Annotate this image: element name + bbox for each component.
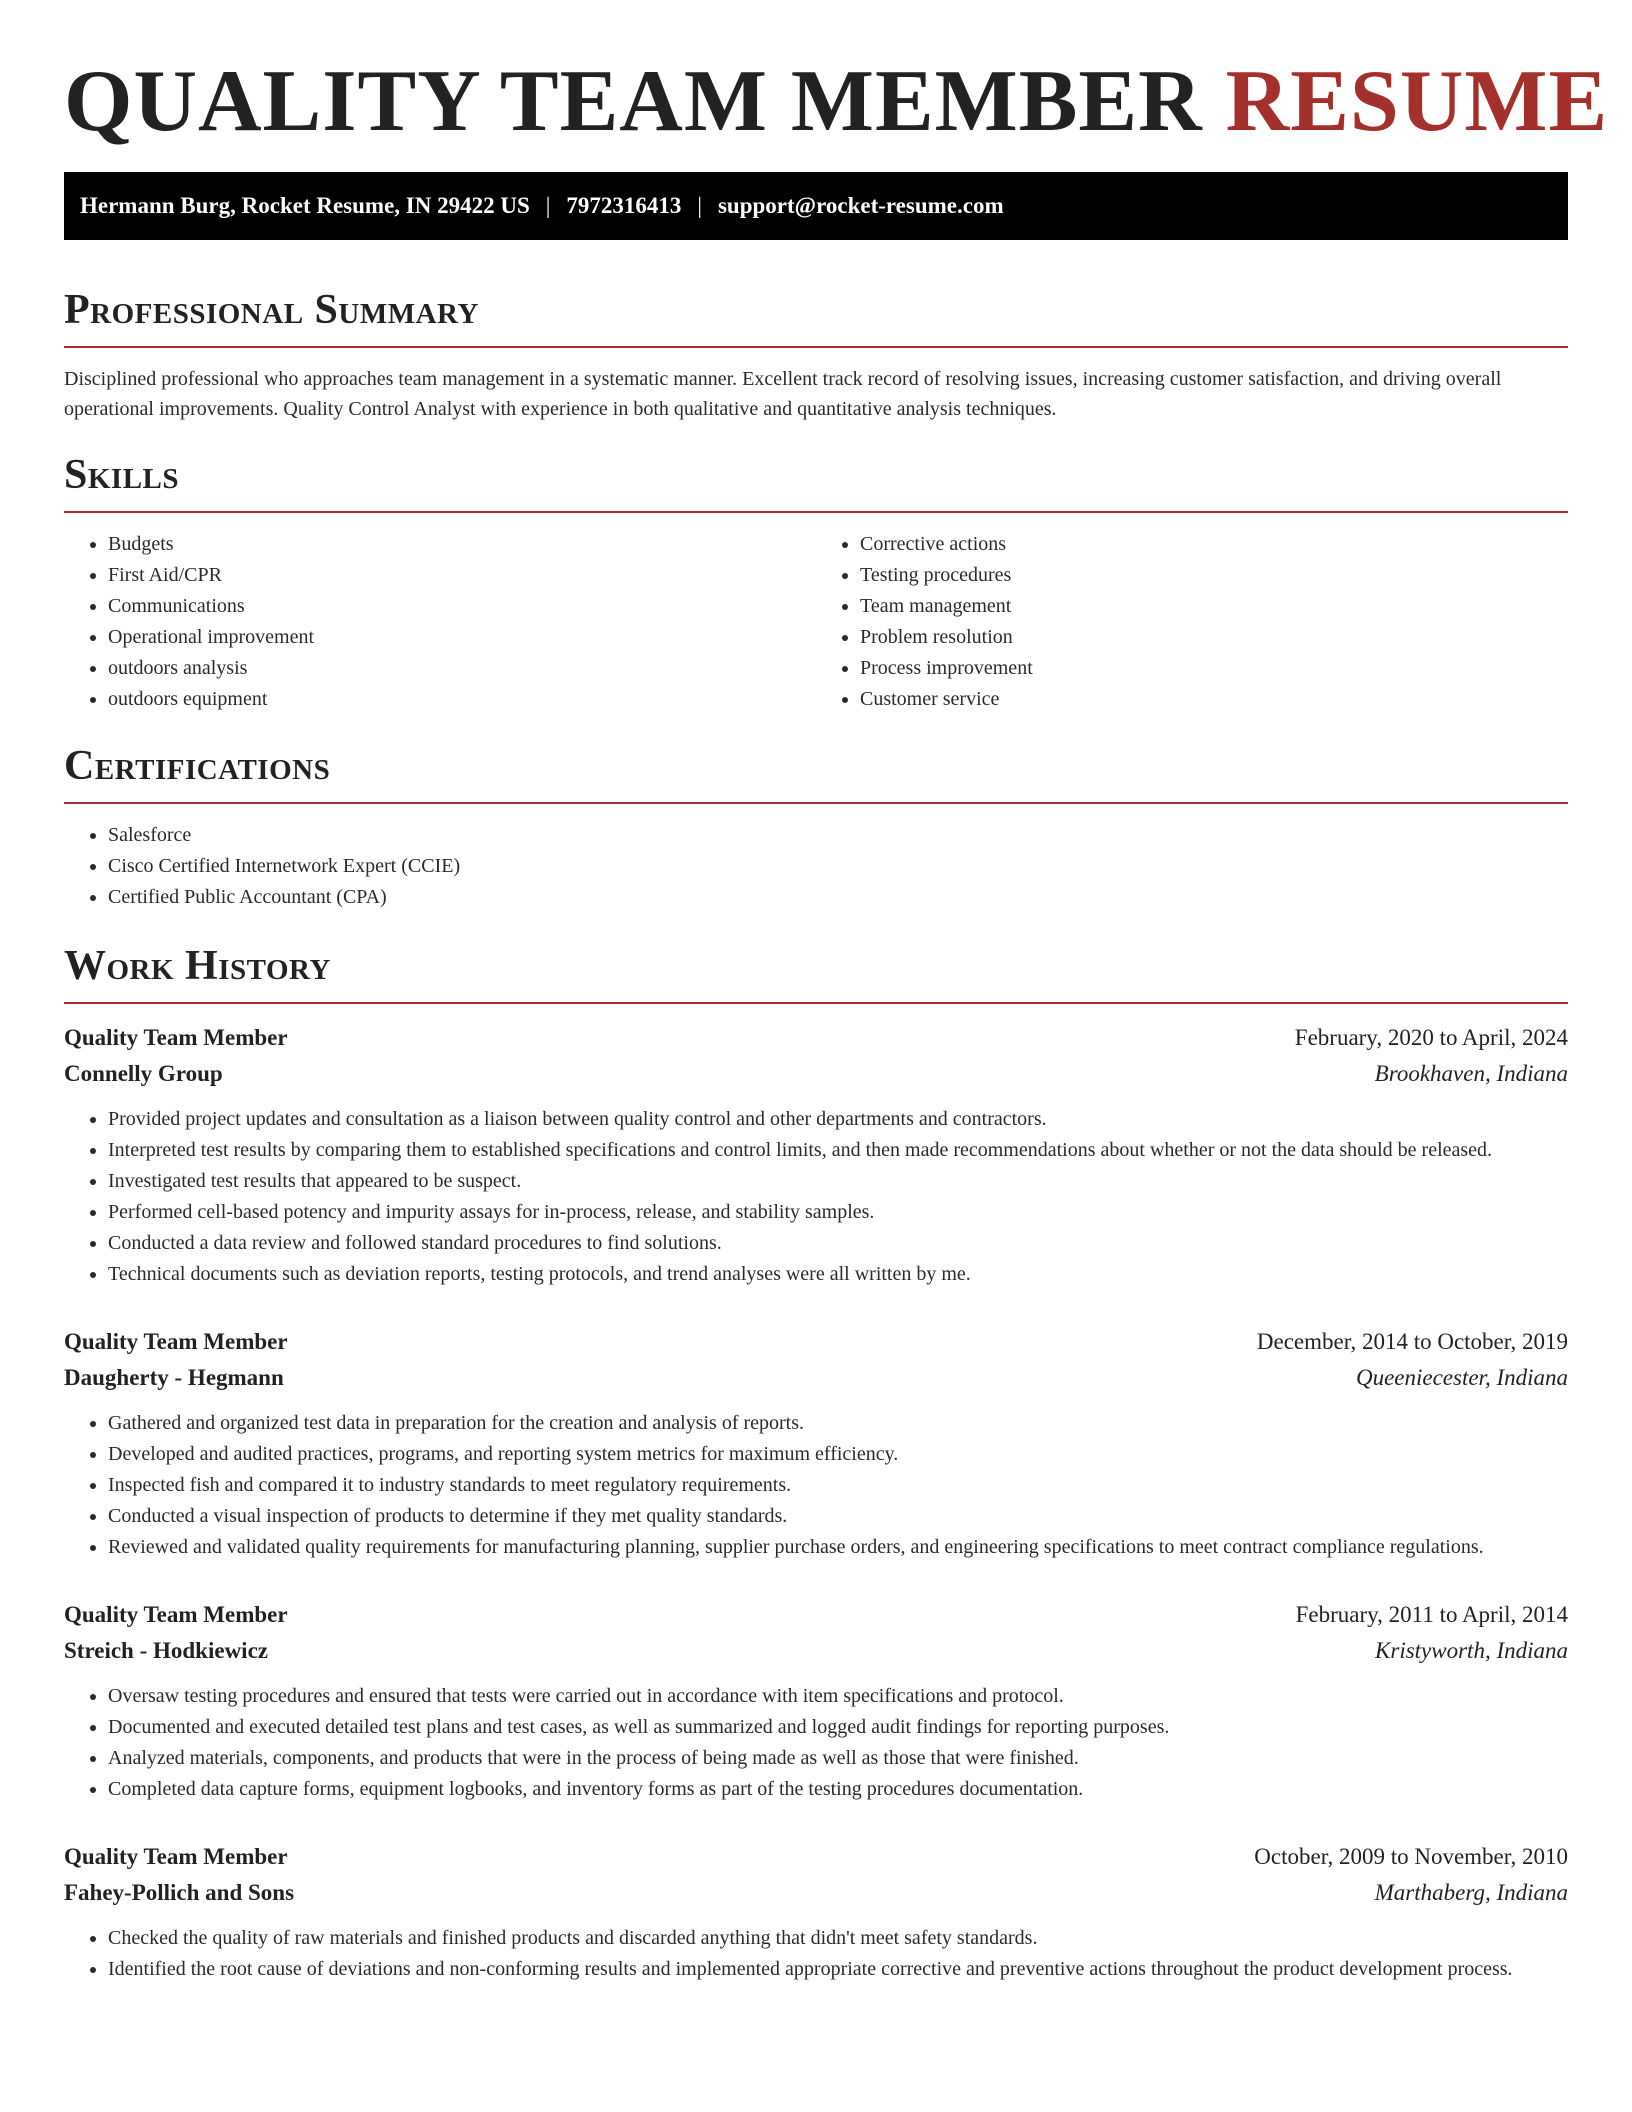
job-dates: October, 2009 to November, 2010: [1254, 1844, 1568, 1869]
job-bullet: • Reviewed and validated quality requirements for manufacturing planning, supplier purchase orders, and engineering specifications to meet contract compliance regulations.: [108, 1532, 1568, 1563]
skill-item: • outdoors equipment: [108, 684, 816, 715]
contact-separator: |: [697, 193, 702, 218]
job-bullets: [64, 1923, 1568, 1985]
job-bullet: • Checked the quality of raw materials and finished products and discarded anything that didn't meet safety standards.: [108, 1923, 1568, 1954]
skill-item: • Team management: [860, 591, 1568, 622]
job-bullet: • Gathered and organized test data in preparation for the creation and analysis of reports.: [108, 1408, 1568, 1439]
summary-text: Disciplined professional who approaches team management in a systematic manner. Excellent track record of resolving issues, increasing customer satisfaction, and driving overall operational improvements. Quality Control Analyst with experience in both qualitative and quantitative analysis techniques.: [64, 368, 1502, 420]
job-bullet: • Documented and executed detailed test plans and test cases, as well as summarized and logged audit findings for reporting purposes.: [108, 1712, 1568, 1743]
job-bullet: • Conducted a visual inspection of products to determine if they met quality standards.: [108, 1501, 1568, 1532]
job-bullet: • Performed cell-based potency and impurity assays for in-process, release, and stability samples.: [108, 1197, 1568, 1228]
job-company: Fahey-Pollich and Sons: [64, 1880, 295, 1905]
certification-item: • Salesforce: [108, 820, 1568, 851]
contact-bar: [64, 172, 1568, 240]
job-entry: [64, 1839, 1568, 1985]
job-location: Kristyworth, Indiana: [1375, 1638, 1568, 1663]
job-bullet: • Oversaw testing procedures and ensured that tests were carried out in accordance with item specifications and protocol.: [108, 1681, 1568, 1712]
contact-phone: 7972316413: [566, 193, 682, 218]
job-bullet: • Analyzed materials, components, and products that were in the process of being made as well as those that were finished.: [108, 1743, 1568, 1774]
section-divider: [64, 346, 1568, 348]
job-bullet: • Completed data capture forms, equipment logbooks, and inventory forms as part of the testing procedures documentation.: [108, 1774, 1568, 1805]
job-company: Connelly Group: [64, 1061, 223, 1086]
job-entry: [64, 1020, 1568, 1290]
job-header-row: [64, 1597, 1568, 1633]
job-company-row: [64, 1056, 1568, 1092]
contact-address: Hermann Burg, Rocket Resume, IN 29422 US: [80, 193, 530, 218]
job-entry: [64, 1597, 1568, 1805]
summary-section: [64, 285, 1568, 424]
certifications-section: [64, 741, 1568, 913]
certifications-list: [64, 820, 1568, 913]
job-bullet: • Technical documents such as deviation reports, testing protocols, and trend analyses were all written by me.: [108, 1259, 1568, 1290]
job-bullet: • Provided project updates and consultation as a liaison between quality control and other departments and contractors.: [108, 1104, 1568, 1135]
skill-item: • Customer service: [860, 684, 1568, 715]
skill-item: • Testing procedures: [860, 560, 1568, 591]
section-divider: [64, 802, 1568, 804]
skill-item: • Budgets: [108, 529, 816, 560]
skills-columns: [64, 529, 1568, 715]
job-bullet: • Investigated test results that appeared to be suspect.: [108, 1166, 1568, 1197]
job-company-row: [64, 1360, 1568, 1396]
job-title: Quality Team Member: [64, 1844, 288, 1869]
job-dates: December, 2014 to October, 2019: [1256, 1329, 1568, 1354]
job-company: Daugherty - Hegmann: [64, 1365, 284, 1390]
skills-section: [64, 450, 1568, 715]
section-divider: [64, 1002, 1568, 1004]
job-company-row: [64, 1875, 1568, 1911]
job-title: Quality Team Member: [64, 1025, 288, 1050]
certification-item: • Cisco Certified Internetwork Expert (CCIE): [108, 851, 1568, 882]
work-history-heading: Work History: [64, 943, 331, 989]
resume-page: [64, 0, 1609, 1985]
job-entry: [64, 1324, 1568, 1563]
job-header-row: [64, 1020, 1568, 1056]
job-header-row: [64, 1324, 1568, 1360]
job-title: Quality Team Member: [64, 1329, 288, 1354]
work-history-section: [64, 941, 1568, 1985]
job-bullet: • Conducted a data review and followed standard procedures to find solutions.: [108, 1228, 1568, 1259]
job-location: Marthaberg, Indiana: [1374, 1880, 1568, 1905]
skill-item: • Corrective actions: [860, 529, 1568, 560]
job-header-row: [64, 1839, 1568, 1875]
section-divider: [64, 511, 1568, 513]
skills-list-right: [816, 529, 1568, 715]
skill-item: • Operational improvement: [108, 622, 816, 653]
contact-separator: |: [545, 193, 551, 218]
job-dates: February, 2020 to April, 2024: [1294, 1025, 1568, 1050]
job-bullet: • Developed and audited practices, programs, and reporting system metrics for maximum efficiency.: [108, 1439, 1568, 1470]
skills-heading: Skills: [64, 452, 180, 498]
job-bullets: [64, 1104, 1568, 1290]
job-bullet: • Interpreted test results by comparing them to established specifications and control limits, and then made recommendations about whether or not the data should be released.: [108, 1135, 1568, 1166]
skill-item: • Problem resolution: [860, 622, 1568, 653]
certifications-heading: Certifications: [64, 743, 331, 789]
job-bullet: • Inspected fish and compared it to industry standards to meet regulatory requirements.: [108, 1470, 1568, 1501]
job-bullets: [64, 1681, 1568, 1805]
job-bullet: • Identified the root cause of deviations and non-conforming results and implemented appropriate corrective and preventive actions throughout the product development process.: [108, 1954, 1568, 1985]
summary-heading: Professional Summary: [64, 287, 479, 333]
job-location: Queeniecester, Indiana: [1355, 1365, 1568, 1390]
job-company: Streich - Hodkiewicz: [64, 1638, 268, 1663]
skill-item: • Process improvement: [860, 653, 1568, 684]
title-main: QUALITY TEAM MEMBER: [64, 53, 1203, 150]
job-location: Brookhaven, Indiana: [1374, 1061, 1568, 1086]
job-bullets: [64, 1408, 1568, 1563]
skill-item: • Communications: [108, 591, 816, 622]
job-title: Quality Team Member: [64, 1602, 288, 1627]
job-company-row: [64, 1633, 1568, 1669]
contact-email: support@rocket-resume.com: [717, 193, 1004, 218]
certification-item: • Certified Public Accountant (CPA): [108, 882, 1568, 913]
resume-title: [64, 50, 1609, 154]
title-accent: RESUME: [1225, 53, 1609, 150]
job-dates: February, 2011 to April, 2014: [1295, 1602, 1568, 1627]
skills-list-left: [64, 529, 816, 715]
skill-item: • First Aid/CPR: [108, 560, 816, 591]
skill-item: • outdoors analysis: [108, 653, 816, 684]
